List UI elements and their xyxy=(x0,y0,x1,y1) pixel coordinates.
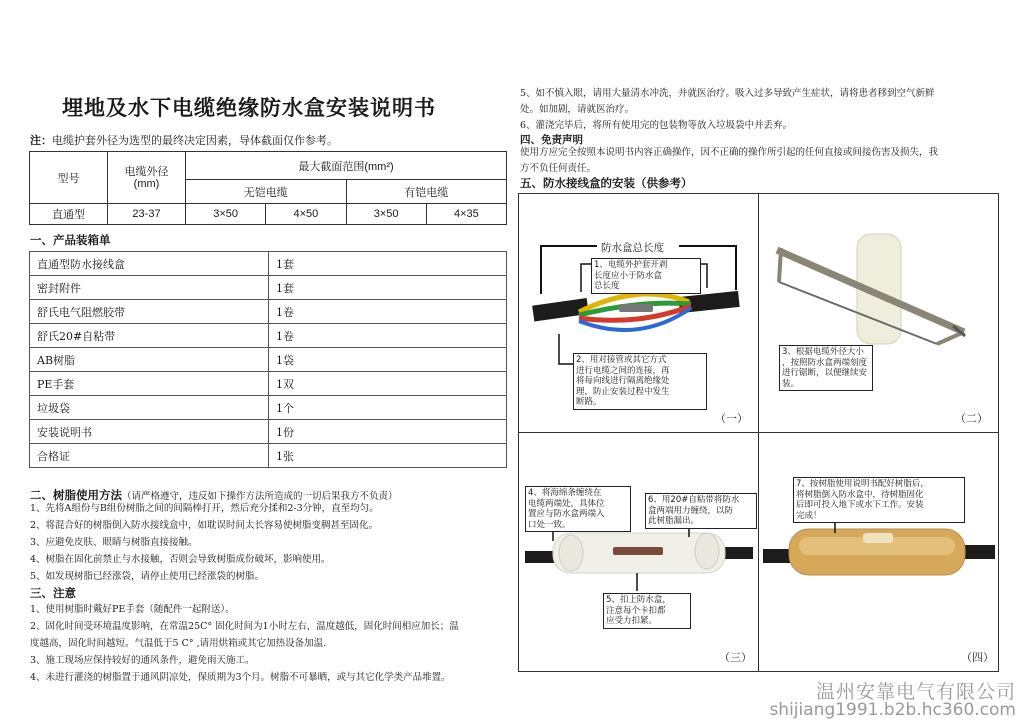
disclaimer-line: 使用方应完全按照本说明书内容正确操作，因不正确的操作所引起的任何直接或间接伤害及损失，我 xyxy=(520,147,939,158)
table-row xyxy=(30,372,507,396)
hacksaw-cutting-illustration xyxy=(759,194,998,432)
disclaimer-text xyxy=(520,145,938,177)
installation-grid xyxy=(518,193,999,672)
table-row xyxy=(30,348,507,372)
install-panel-1 xyxy=(519,194,759,433)
note-label: 注： xyxy=(30,134,52,147)
list-item: 4、树脂在固化前禁止与水接触，否则会导致树脂成份破坏，影响使用。 xyxy=(30,554,331,565)
packing-heading: 一、产品装箱单 xyxy=(30,235,111,247)
panel-number-1: （一） xyxy=(715,413,748,425)
step-5-callout: 5、扣上防水盒， 注意每个卡扣都 应受力扣紧。 xyxy=(603,593,691,629)
step-1-callout: 1、电缆外护套开剥 长度应小于防水盒 总长度 xyxy=(591,258,701,294)
packing-item-qty: 1套 xyxy=(269,252,507,276)
spec-row-v2: 4×50 xyxy=(266,204,346,225)
step-4-callout: 4、将海绵条缠绕在 电缆两端处，具体位 置应与防水盒两端入 口处一致。 xyxy=(525,486,631,532)
list-item: 2、固化时间受环境温度影响，在常温25C° 固化时间为1小时左右，温度越低，固化时间相应加长；温 xyxy=(30,621,459,632)
packing-item-name: 直通型防水接线盒 xyxy=(30,252,269,276)
spec-col-model: 型号 xyxy=(30,152,108,204)
table-row xyxy=(30,444,507,468)
note-text: 电缆护套外径为选型的最终决定因素，导体截面仅作参考。 xyxy=(52,134,338,147)
list-item: 5、如发现树脂已经涨袋，请停止使用已经涨袋的树脂。 xyxy=(30,571,265,582)
step-7-callout: 7、按树脂使用说明书配好树脂后， 将树脂倒入防水盒中，待树脂固化 后即可投入地下或水下工作。安装 完成！ xyxy=(793,477,965,523)
total-length-label: 防水盒总长度 xyxy=(601,242,664,254)
packing-item-qty: 1袋 xyxy=(269,348,507,372)
list-item: 度越高，固化时间越短。气温低于5 C° ,请用烘箱或其它加热设备加温. xyxy=(30,638,327,649)
packing-item-qty: 1卷 xyxy=(269,324,507,348)
caution-heading: 三、注意 xyxy=(30,588,76,600)
watermark-url: shijiang1991.b2b.hc360.com xyxy=(769,700,1016,720)
spec-row-diameter: 23-37 xyxy=(108,204,186,225)
packing-item-qty: 1份 xyxy=(269,420,507,444)
packing-item-name: 垃圾袋 xyxy=(30,396,269,420)
packing-item-name: AB树脂 xyxy=(30,348,269,372)
packing-item-qty: 1个 xyxy=(269,396,507,420)
install-panel-4 xyxy=(759,433,998,671)
packing-item-name: 舒氏电气阻燃胶带 xyxy=(30,300,269,324)
spec-row-model: 直通型 xyxy=(30,204,108,225)
packing-item-name: 安装说明书 xyxy=(30,420,269,444)
panel-number-2: （二） xyxy=(955,413,988,425)
step-3-callout: 3、根据电缆外径大小 ，按照防水盒两端刻度 进行锯断，以便继续安 装。 xyxy=(779,345,873,391)
caution-continued xyxy=(520,86,935,134)
list-item: 4、未进行灌浇的树脂置于通风阴凉处，保质期为3个月。树脂不可暴晒，或与其它化学类产品堆置。 xyxy=(30,672,451,683)
table-row xyxy=(30,324,507,348)
filled-box-illustration xyxy=(759,433,998,671)
packing-item-name: 舒氏20#自粘带 xyxy=(30,324,269,348)
packing-item-name: 合格证 xyxy=(30,444,269,468)
caution-list xyxy=(30,601,459,686)
packing-item-name: PE手套 xyxy=(30,372,269,396)
spec-table xyxy=(29,151,507,225)
step-6-callout: 6、用20#自粘带将防水 盒两端用力缠绕，以防 此树脂漏出。 xyxy=(645,493,757,529)
list-item: 5、如不慎入眼，请用大量清水冲洗，并就医治疗。吸入过多导致产生症状，请将患者移到空气新鲜 xyxy=(520,88,935,99)
table-row xyxy=(30,420,507,444)
spec-col-section: 最大截面范围(mm²) xyxy=(186,152,507,180)
packing-item-qty: 1卷 xyxy=(269,300,507,324)
resin-instructions xyxy=(30,500,379,585)
install-heading: 五、防水接线盒的安装（供参考） xyxy=(520,178,693,190)
resin-heading: 二、树脂使用方法 xyxy=(30,490,122,502)
install-panel-3 xyxy=(519,433,759,671)
spec-sub-unarmored: 无铠电缆 xyxy=(186,180,347,204)
box-assembly-illustration xyxy=(519,433,758,671)
table-row xyxy=(30,396,507,420)
packing-table xyxy=(29,251,507,468)
list-item: 处。如加剧，请就医治疗。 xyxy=(520,104,635,115)
panel-number-4: （四） xyxy=(961,652,994,664)
table-row xyxy=(30,276,507,300)
packing-item-qty: 1套 xyxy=(269,276,507,300)
panel-number-3: （三） xyxy=(719,652,752,664)
table-row xyxy=(30,252,507,276)
list-item: 6、灌浇完毕后，将所有使用完的包装物等放入垃圾袋中并丢弃。 xyxy=(520,120,793,131)
spec-row-v3: 3×50 xyxy=(346,204,426,225)
disclaimer-line: 方不负任何责任。 xyxy=(520,163,597,174)
list-item: 3、应避免皮肤、眼睛与树脂直接接触。 xyxy=(30,537,198,548)
list-item: 1、使用树脂时戴好PE手套（随配件一起附送）。 xyxy=(30,604,235,615)
document-title: 埋地及水下电缆绝缘防水盒安装说明书 xyxy=(62,95,436,120)
install-panel-2 xyxy=(759,194,998,433)
packing-item-qty: 1张 xyxy=(269,444,507,468)
list-item: 3、施工现场应保持较好的通风条件，避免雨天施工。 xyxy=(30,655,255,666)
table-row xyxy=(30,300,507,324)
spec-col-diameter: 电缆外径 (mm) xyxy=(108,152,186,204)
resin-heading-note: （请严格遵守，违反如下操作方法所造成的一切后果我方不负责） xyxy=(122,491,398,502)
watermark-company: 温州安靠电气有限公司 xyxy=(815,681,1016,703)
disclaimer-heading: 四、免责声明 xyxy=(520,134,583,146)
spec-row-v4: 4×35 xyxy=(426,204,506,225)
list-item: 2、将混合好的树脂倒入防水接线盒中，如耽误时间太长容易使树脂变稠甚至固化。 xyxy=(30,520,379,531)
step-2-callout: 2、用对接管或其它方式 进行电缆之间的连接，再 将每向线进行隔离绝缘处 理，防止安装过程中发生 断路。 xyxy=(573,353,707,410)
selection-note xyxy=(30,132,338,148)
spec-sub-armored: 有铠电缆 xyxy=(346,180,507,204)
packing-item-name: 密封附件 xyxy=(30,276,269,300)
spec-row-v1: 3×50 xyxy=(186,204,266,225)
list-item: 1、先将A组份与B组份树脂之间的间隔棒打开，然后充分揉和2-3分钟，直至均匀。 xyxy=(30,503,379,514)
packing-item-qty: 1双 xyxy=(269,372,507,396)
